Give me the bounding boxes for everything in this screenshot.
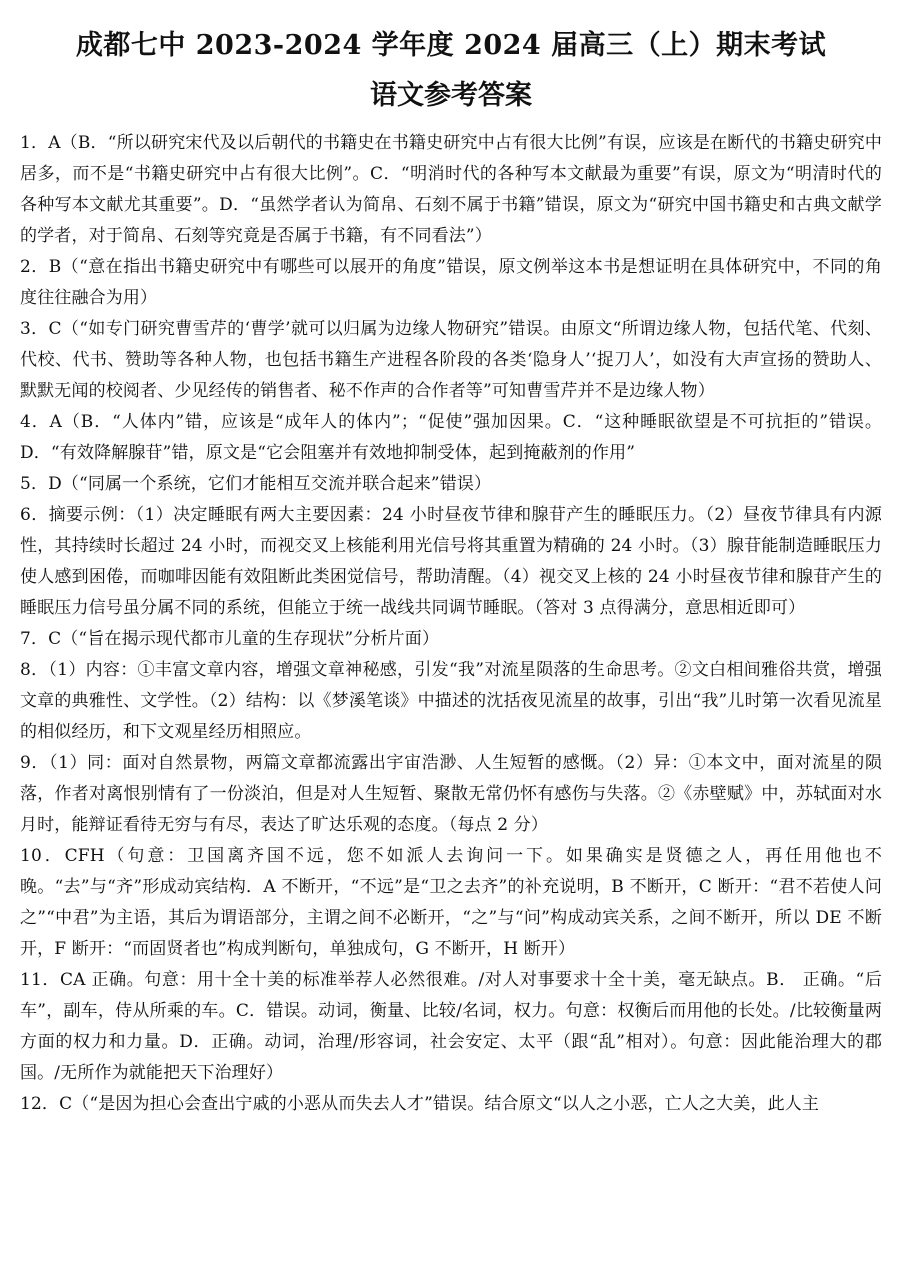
answer-list bbox=[20, 128, 882, 1120]
answer-item-9: 9．（1）同：面对自然景物，两篇文章都流露出宇宙浩渺、人生短暂的感慨。（2）异：①本文中，面对流星的陨落，作者对离恨别情有了一份淡泊，但是对人生短暂、聚散无常仍怀有感伤与失落。②《赤壁赋》中，苏轼面对水月时，能辩证看待无穷与有尽，表达了旷达乐观的态度。（每点 2 分） bbox=[20, 753, 882, 835]
document-title: 成都七中 2023-2024 学年度 2024 届高三（上）期末考试 bbox=[75, 30, 827, 61]
answer-item-5: 5．D（“同属一个系统，它们才能相互交流并联合起来”错误） bbox=[20, 474, 492, 494]
answer-item-10: 10．CFH（句意：卫国离齐国不远，您不如派人去询问一下。如果确实是贤德之人，再任用他也不晚。“去”与“齐”形成动宾结构．A 不断开，“不远”是“卫之去齐”的补充说明，B 不断开，C 断开：“君不若使人问之”“中君”为主语，其后为谓语部分，主谓之间不必断开，“之”与“问”构成动宾关系，之间不断开，所以 DE 不断开，F 断开：“而固贤者也”构成判断句，单独成句，G 不断开，H 断开） bbox=[20, 846, 882, 959]
answer-item-1: 1．A（B．“所以研究宋代及以后朝代的书籍史在书籍史研究中占有很大比例”有误，应该是在断代的书籍史研究中居多，而不是“书籍史研究中占有很大比例”。C．“明消时代的各种写本文献最为重要”有误，原文为“明清时代的各种写本文献尤其重要”。D．“虽然学者认为简帛、石刻不属于书籍”错误，原文为“研究中国书籍史和古典文献学的学者，对于简帛、石刻等究竟是否属于书籍，有不同看法”） bbox=[20, 133, 882, 246]
answer-item-3: 3．C（“如专门研究曹雪芹的‘曹学’就可以归属为边缘人物研究”错误。由原文“所谓边缘人物，包括代笔、代刻、代校、代书、赞助等各种人物，也包括书籍生产进程各阶段的各类‘隐身人’‘捉刀人’，如没有大声宣扬的赞助人、默默无闻的校阅者、少见经传的销售者、秘不作声的合作者等”可知曹雪芹并不是边缘人物） bbox=[20, 319, 882, 401]
answer-item-4: 4．A（B．“人体内”错，应该是“成年人的体内”；“促使”强加因果。C．“这种睡眠欲望是不可抗拒的”错误。D．“有效降解腺苷”错，原文是“它会阻塞并有效地抑制受体，起到掩蔽剂的作用” bbox=[20, 412, 882, 463]
answer-item-6: 6．摘要示例：（1）决定睡眠有两大主要因素：24 小时昼夜节律和腺苷产生的睡眠压力。（2）昼夜节律具有内源性，其持续时长超过 24 小时，而视交叉上核能利用光信号将其重置为精确的 24 小时。（3）腺苷能制造睡眠压力使人感到困倦，而咖啡因能有效阻断此类困觉信号，帮助清醒。（4）视交叉上核的 24 小时昼夜节律和腺苷产生的睡眠压力信号虽分属不同的系统，但能立于统一战线共同调节睡眠。（答对 3 点得满分，意思相近即可） bbox=[20, 505, 882, 618]
answer-item-11: 11．CA 正确。句意：用十全十美的标准举荐人必然很难。/对人对事要求十全十美，毫无缺点。B． 正确。“后车”，副车，侍从所乘的车。C．错误。动词，衡量、比较/名词，权力。句意：权衡后而用他的长处。/比较衡量两方面的权力和力量。D．正确。动词，治理/形容词，社会安定、太平（跟“乱”相对）。句意：因此能治理大的郡国。/无所作为就能把天下治理好） bbox=[20, 970, 882, 1083]
document-subtitle: 语文参考答案 bbox=[370, 80, 532, 111]
answer-item-2: 2．B（“意在指出书籍史研究中有哪些可以展开的角度”错误，原文例举这本书是想证明在具体研究中，不同的角度往往融合为用） bbox=[20, 257, 882, 308]
answer-item-12: 12．C（“是因为担心会查出宁戚的小恶从而失去人才”错误。结合原文“以人之小恶，亡人之大美，此人主 bbox=[20, 1094, 820, 1114]
answer-item-7: 7．C（“旨在揭示现代都市儿童的生存现状”分析片面） bbox=[20, 629, 440, 649]
answer-item-8: 8．（1）内容：①丰富文章内容，增强文章神秘感，引发“我”对流星陨落的生命思考。②文白相间雅俗共赏，增强文章的典雅性、文学性。（2）结构：以《梦溪笔谈》中描述的沈括夜见流星的故事，引出“我”儿时第一次看见流星的相似经历，和下文观星经历相照应。 bbox=[20, 660, 882, 742]
